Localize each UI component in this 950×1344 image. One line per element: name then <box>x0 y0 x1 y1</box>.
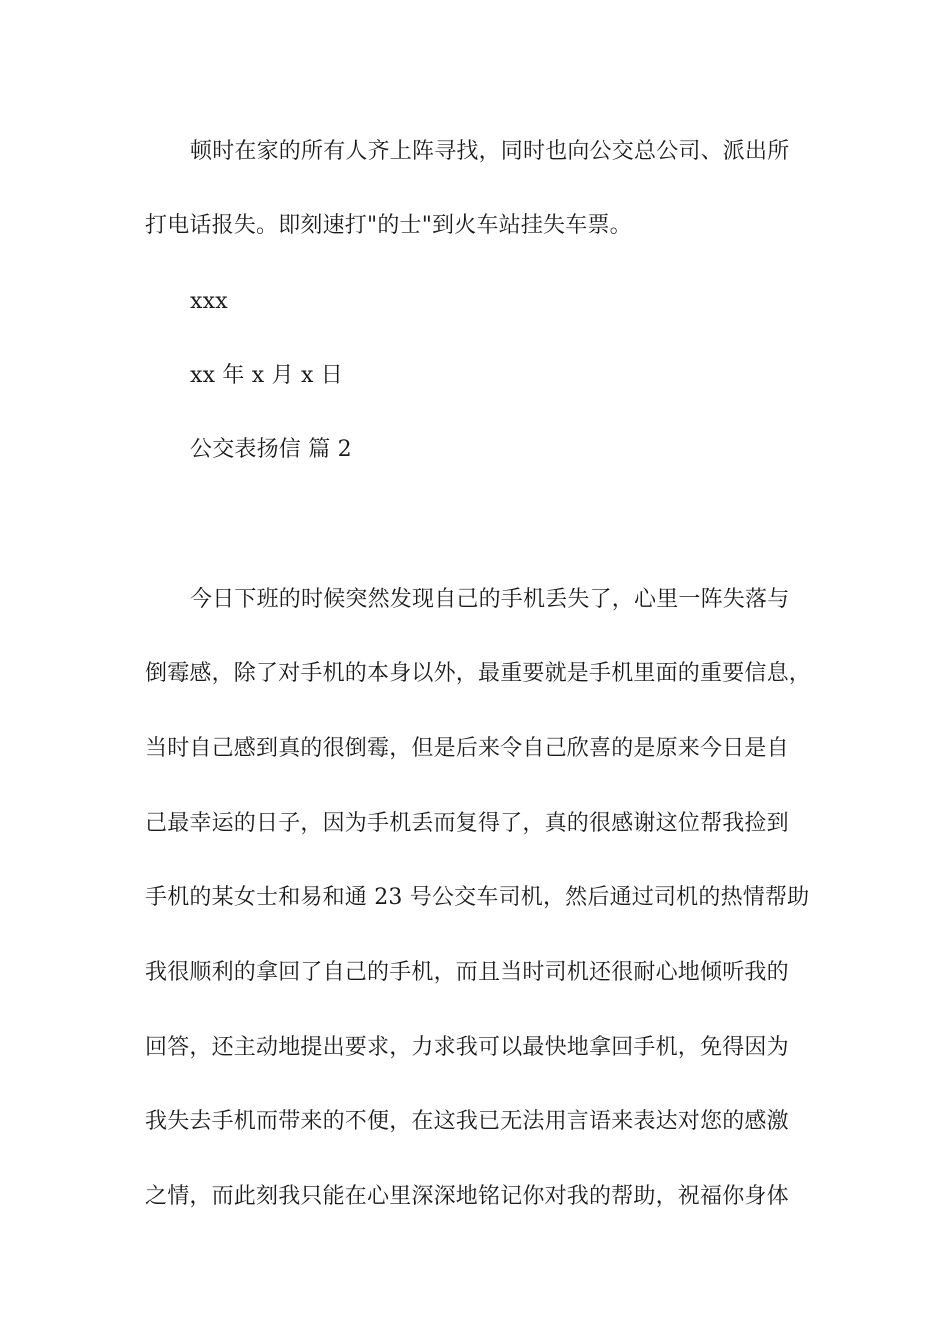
paragraph-line: 回答，还主动地提出要求，力求我可以最快地拿回手机，免得因为 <box>145 1035 789 1060</box>
signature: xxx <box>190 289 228 314</box>
paragraph-line: 之情，而此刻我只能在心里深深地铭记你对我的帮助，祝福你身体 <box>145 1184 789 1209</box>
paragraph-line: 手机的某女士和易和通 23 号公交车司机，然后通过司机的热情帮助 <box>145 885 810 910</box>
paragraph-line: 倒霉感，除了对手机的本身以外，最重要就是手机里面的重要信息， <box>145 661 812 686</box>
paragraph-line: 今日下班的时候突然发现自己的手机丢失了，心里一阵失落与 <box>190 587 790 612</box>
section-heading: 公交表扬信 篇 2 <box>190 437 352 462</box>
paragraph-line: 当时自己感到真的很倒霉，但是后来令自己欣喜的是原来今日是自 <box>145 736 789 761</box>
paragraph-line: 顿时在家的所有人齐上阵寻找，同时也向公交总公司、派出所 <box>190 139 790 164</box>
paragraph-line: 我很顺利的拿回了自己的手机，而且当时司机还很耐心地倾听我的 <box>145 960 789 985</box>
paragraph-line: 己最幸运的日子，因为手机丢而复得了，真的很感谢这位帮我捡到 <box>145 811 789 836</box>
date-line: xx 年 x 月 x 日 <box>190 363 343 388</box>
paragraph-line: 我失去手机而带来的不便，在这我已无法用言语来表达对您的感激 <box>145 1109 789 1134</box>
paragraph-line: 打电话报失。即刻速打"的士"到火车站挂失车票。 <box>145 213 632 238</box>
